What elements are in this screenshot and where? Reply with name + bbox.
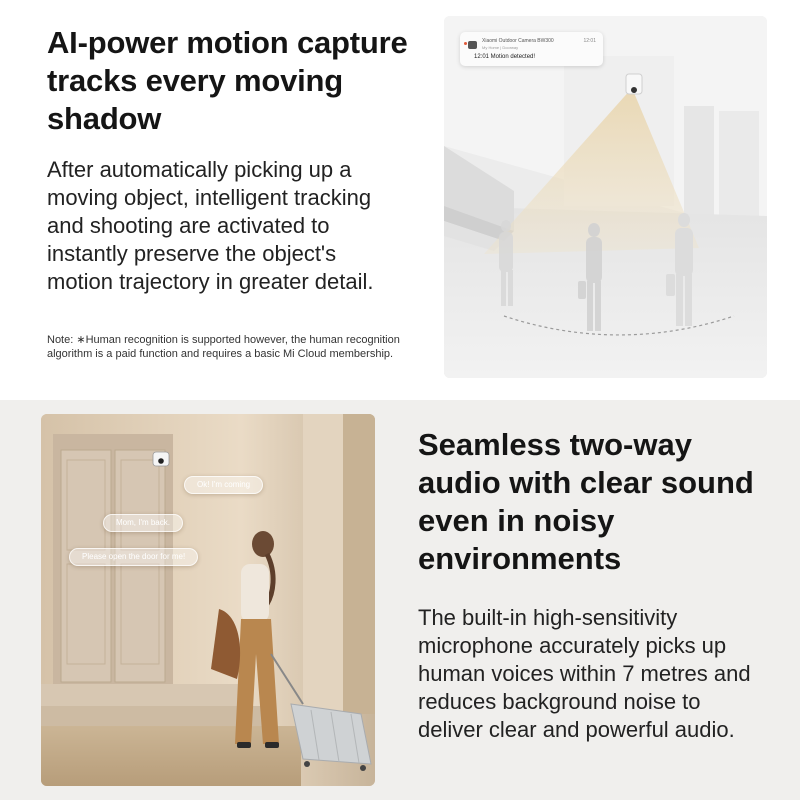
audio-heading: Seamless two-way audio with clear sound even in noisy environments [418,427,754,576]
doorway-scene-illustration [41,414,375,786]
hallway-scene-illustration [444,16,767,378]
audio-description: The built-in high-sensitivity microphone accurately picks up human voices within 7 metres and reduces background noise to deliver clear and powerful audio. [418,605,751,742]
speech-bubble-coming: Ok! I'm coming [184,476,263,494]
alert-dot-icon [464,42,467,45]
notification-message: 12:01 Motion detected! [474,54,536,60]
doorway-audio-photo [41,414,375,786]
motion-notification-card[interactable] [460,32,603,66]
speech-bubble-back: Mom, I'm back. [103,514,183,532]
motion-heading: AI-power motion capture tracks every moving shadow [47,25,408,136]
notification-time: 12:01 [583,38,596,44]
motion-description: After automatically picking up a moving object, intelligent tracking and shooting are activated to instantly preserve the object's motion trajectory in greater detail. [47,157,374,294]
camera-icon [468,41,477,49]
two-way-audio-section [0,400,800,800]
notification-app-name: Xiaomi Outdoor Camera BW300 [482,38,554,44]
notification-location: My Home | Doorway [482,45,519,50]
speech-bubble-open-door: Please open the door for me! [69,548,198,566]
motion-tracking-photo [444,16,767,378]
membership-note: Note: ∗Human recognition is supported however, the human recognition algorithm is a paid function and requires a basic Mi Cloud membership. [47,334,400,360]
